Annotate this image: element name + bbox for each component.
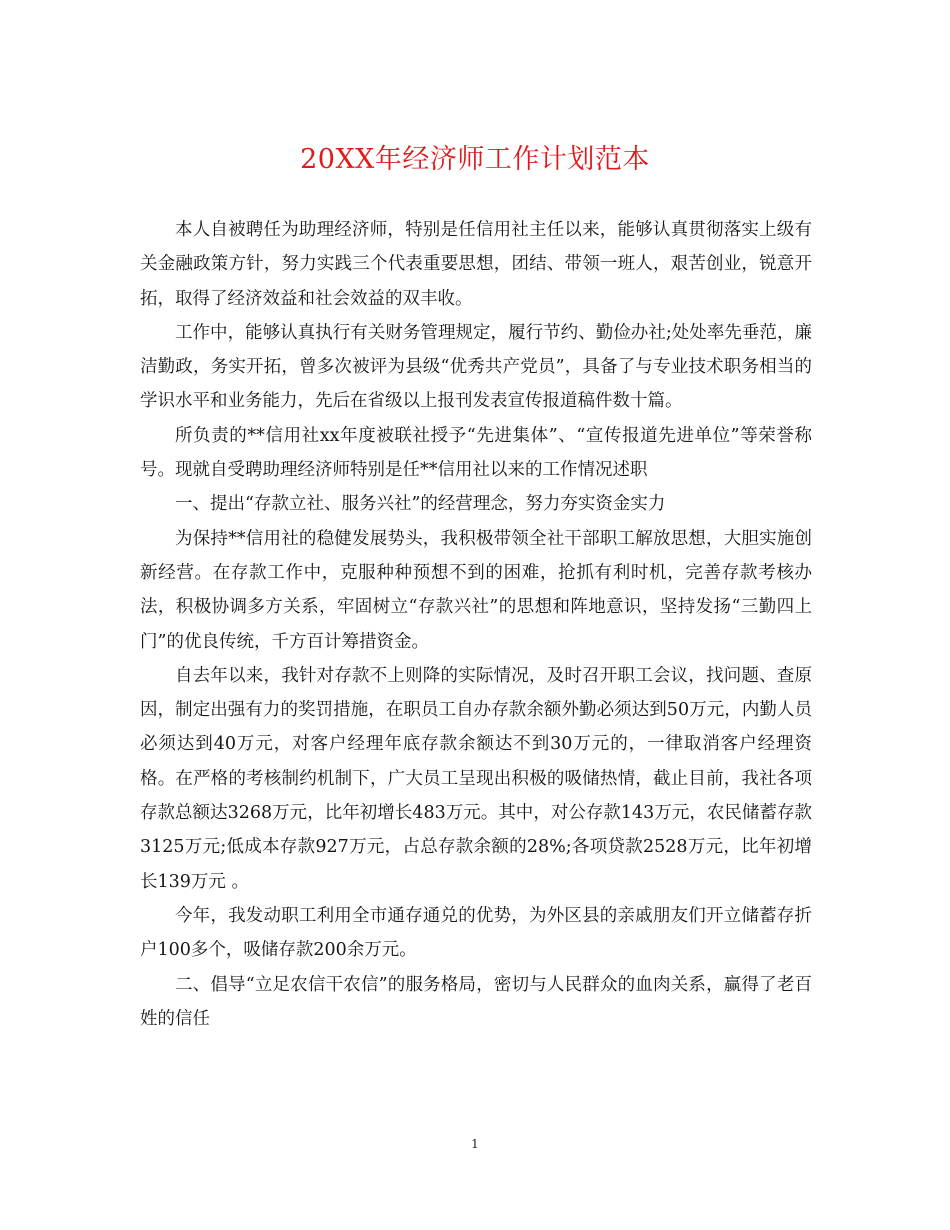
section-heading: 二、倡导“立足农信干农信”的服务格局，密切与人民群众的血肉关系，赢得了老百姓的信任 — [140, 974, 812, 1029]
paragraph: 今年，我发动职工利用全市通存通兑的优势，为外区县的亲戚朋友们开立储蓄存折户100多个，吸储存款200余万元。 — [140, 905, 812, 961]
paragraph: 为保持**信用社的稳健发展势头，我积极带领全社干部职工解放思想，大胆实施创新经营。在存款工作中，克服种种预想不到的困难，抢抓有利时机，完善存款考核办法，积极协调多方关系，牢固树立“存款兴社”的思想和阵地意识，坚持发扬“三勤四上门”的优良传统，千方百计筹措资金。 — [140, 528, 812, 652]
section-heading: 一、提出“存款立社、服务兴社”的经营理念，努力夯实资金实力 — [175, 494, 666, 515]
document-body — [140, 213, 812, 1036]
paragraph: 所负责的**信用社xx年度被联社授予“先进集体”、“宣传报道先进单位”等荣誉称号。现就自受聘助理经济师特别是任**信用社以来的工作情况述职 — [140, 425, 812, 481]
page-number: 1 — [471, 1137, 479, 1151]
paragraph: 本人自被聘任为助理经济师，特别是任信用社主任以来，能够认真贯彻落实上级有关金融政策方针，努力实践三个代表重要思想，团结、带领一班人，艰苦创业，锐意开拓，取得了经济效益和社会效益的双丰收。 — [140, 220, 812, 309]
document-title: 20XX年经济师工作计划范本 — [300, 144, 650, 175]
paragraph: 工作中，能够认真执行有关财务管理规定，履行节约、勤俭办社;处处率先垂范，廉洁勤政，务实开拓，曾多次被评为县级“优秀共产党员”，具备了与专业技术职务相当的学识水平和业务能力，先后在省级以上报刊发表宣传报道稿件数十篇。 — [140, 322, 812, 412]
paragraph: 自去年以来，我针对存款不上则降的实际情况，及时召开职工会议，找问题、查原因，制定出强有力的奖罚措施，在职员工自办存款余额外勤必须达到50万元，内勤人员必须达到40万元，对客户经理年底存款余额达不到30万元的，一律取消客户经理资格。在严格的考核制约机制下，广大员工呈现出积极的吸储热情，截止目前，我社各项存款总额达3268万元，比年初增长483万元。其中，对公存款143万元，农民储蓄存款3125万元;低成本存款927万元，占总存款余额的28%;各项贷款2528万元，比年初增长139万元 。 — [140, 665, 812, 892]
